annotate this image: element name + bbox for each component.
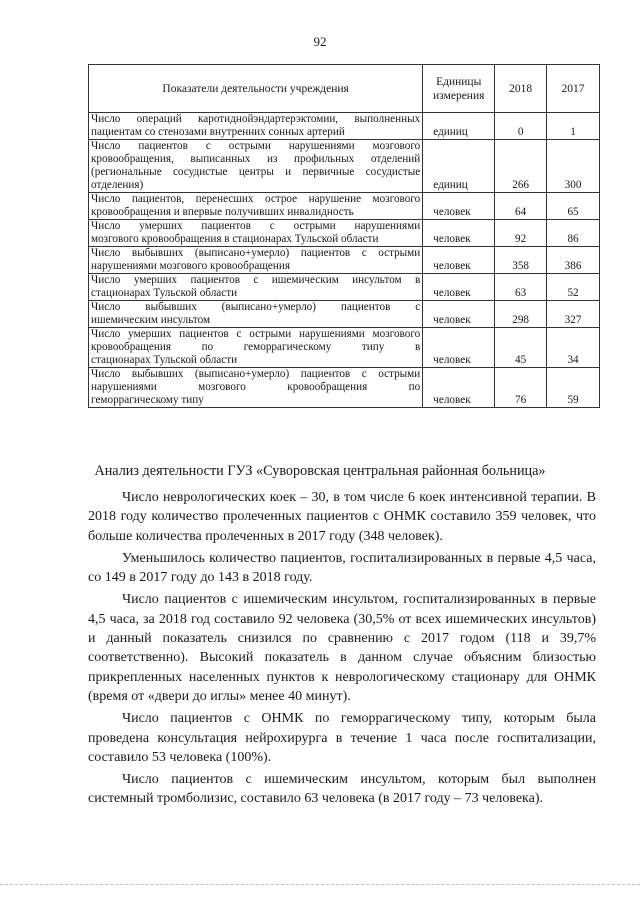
indicator-text: Число пациентов, перенесших острое нарушение мозгового — [91, 193, 421, 205]
table-row — [89, 368, 600, 408]
value-2018-cell: 358 — [495, 247, 547, 274]
indicator-text-last-line: стационарах Тульской области — [91, 354, 238, 366]
value-2018-cell: 92 — [495, 220, 547, 247]
value-2017-cell: 300 — [547, 140, 600, 193]
indicator-text-last-line: мозгового кровообращения в стационарах Тульской области — [91, 233, 379, 245]
indicator-text: Число выбывших (выписано+умерло) пациентов с острыми нарушениями мозгового кровообращения по — [91, 368, 421, 393]
unit-cell: человек — [423, 328, 495, 368]
indicator-cell — [89, 193, 423, 220]
table-row — [89, 274, 600, 301]
unit-cell: человек — [423, 193, 495, 220]
value-2017-cell: 34 — [547, 328, 600, 368]
value-2017-cell: 86 — [547, 220, 600, 247]
paragraph: Уменьшилось количество пациентов, госпитализированных в первые 4,5 часа, со 149 в 2017 году до 143 в 2018 году. — [88, 550, 596, 586]
table-body — [89, 113, 600, 408]
value-2018-cell: 0 — [495, 113, 547, 140]
table-row — [89, 193, 600, 220]
hospital-statistics-table — [88, 64, 600, 408]
header-unit: Единицы измерения — [423, 65, 495, 113]
unit-cell: единиц — [423, 113, 495, 140]
value-2017-cell: 327 — [547, 301, 600, 328]
indicator-cell — [89, 301, 423, 328]
header-2017: 2017 — [547, 65, 600, 113]
indicator-cell — [89, 368, 423, 408]
section-title: Анализ деятельности ГУЗ «Суворовская центральная районная больница» — [94, 463, 546, 479]
value-2018-cell: 64 — [495, 193, 547, 220]
indicator-cell — [89, 328, 423, 368]
value-2017-cell: 386 — [547, 247, 600, 274]
value-2017-cell: 65 — [547, 193, 600, 220]
indicator-cell — [89, 220, 423, 247]
value-2018-cell: 298 — [495, 301, 547, 328]
indicator-text: Число операций каротиднойэндартерэктомии, выполненных — [91, 113, 421, 125]
value-2018-cell: 76 — [495, 368, 547, 408]
table-row — [89, 113, 600, 140]
table-row — [89, 140, 600, 193]
unit-cell: человек — [423, 274, 495, 301]
paragraph: Число пациентов с ОНМК по геморрагическому типу, которым была проведена консультация нейрохирурга в течение 1 часа после госпитализации, составило 53 человека (100%). — [88, 711, 596, 765]
indicator-cell — [89, 247, 423, 274]
indicator-text-last-line: отделения) — [91, 179, 144, 191]
value-2018-cell: 266 — [495, 140, 547, 193]
value-2017-cell: 59 — [547, 368, 600, 408]
footer-divider — [0, 884, 640, 885]
unit-cell: единиц — [423, 140, 495, 193]
header-2018: 2018 — [495, 65, 547, 113]
indicator-text-last-line: геморрагическому типу — [91, 394, 204, 406]
unit-cell: человек — [423, 368, 495, 408]
indicator-cell — [89, 113, 423, 140]
indicator-text-last-line: пациентам со стенозами внутренних сонных артерий — [91, 126, 345, 138]
indicator-text: Число умерших пациентов с острыми нарушениями — [91, 220, 421, 232]
indicator-text-last-line: кровообращения и впервые получивших инвалидность — [91, 206, 354, 218]
value-2017-cell: 1 — [547, 113, 600, 140]
value-2018-cell: 45 — [495, 328, 547, 368]
table-header-row — [89, 65, 600, 113]
indicator-text: Число выбывших (выписано+умерло) пациентов с — [91, 301, 421, 313]
indicator-text: Число выбывших (выписано+умерло) пациентов с острыми — [91, 247, 421, 259]
table-row — [89, 220, 600, 247]
indicator-text: Число умерших пациентов с ишемическим инсультом в — [91, 274, 421, 286]
table-row — [89, 328, 600, 368]
unit-cell: человек — [423, 247, 495, 274]
paragraph: Число неврологических коек – 30, в том числе 6 коек интенсивной терапии. В 2018 году количество пролеченных пациентов с ОНМК составило 359 человек, что больше количества пролеченных в 2017 году (348 человек). — [88, 490, 596, 544]
header-indicator: Показатели деятельности учреждения — [89, 65, 423, 113]
indicator-text-last-line: нарушениями мозгового кровообращения — [91, 260, 291, 272]
indicator-cell — [89, 140, 423, 193]
indicator-cell — [89, 274, 423, 301]
paragraph: Число пациентов с ишемическим инсультом, которым был выполнен системный тромболизис, составило 63 человека (в 2017 году – 73 человека). — [88, 772, 596, 807]
indicator-text: Число пациентов с острыми нарушениями мозгового кровообращения, выписанных из профильных отделений (региональные сосудистые центры и первичные сосудистые — [91, 140, 421, 178]
table-row — [89, 247, 600, 274]
paragraph: Число пациентов с ишемическим инсультом, госпитализированных в первые 4,5 часа, за 2018 год составило 92 человека (30,5% от всех ишемических инсультов) и данный показатель снизился по сравнению с 2017 годом (118 и 39,7% соответственно). Высокий показатель в данном случае объясним близостью прикрепленных населенных пунктов к неврологическому стационару для ОНМК (время от «двери до иглы» менее 40 минут). — [88, 592, 596, 704]
unit-cell: человек — [423, 301, 495, 328]
unit-cell: человек — [423, 220, 495, 247]
table-row — [89, 301, 600, 328]
value-2017-cell: 52 — [547, 274, 600, 301]
indicator-text-last-line: стационарах Тульской области — [91, 287, 238, 299]
indicator-text: Число умерших пациентов с острыми нарушениями мозгового кровообращения по геморрагическому типу в — [91, 328, 421, 353]
indicator-text-last-line: ишемическим инсультом — [91, 314, 211, 326]
analysis-text — [88, 488, 596, 809]
page-number: 92 — [313, 34, 327, 49]
value-2018-cell: 63 — [495, 274, 547, 301]
